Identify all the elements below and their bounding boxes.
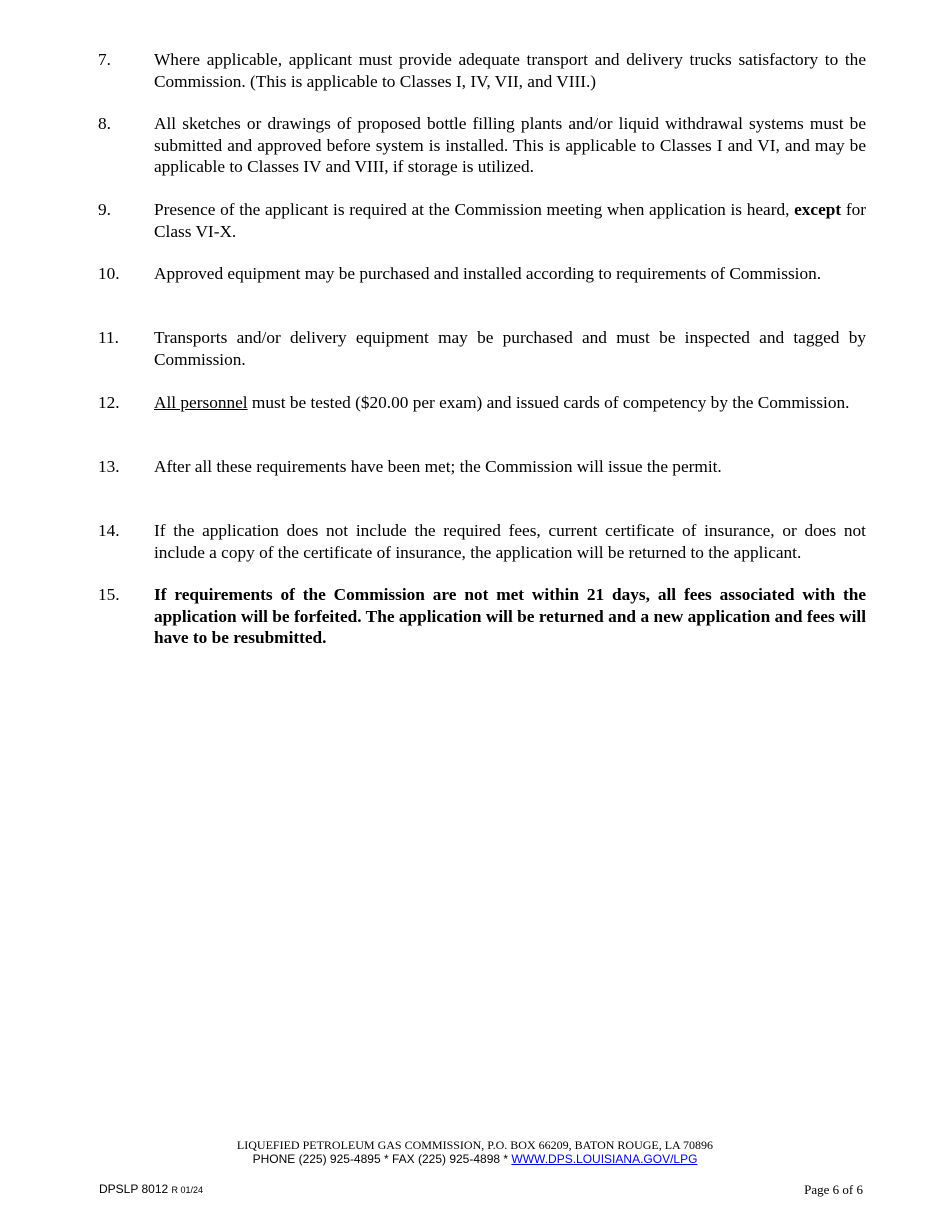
footer-address: LIQUEFIED PETROLEUM GAS COMMISSION, P.O. BOX 66209, BATON ROUGE, LA 70896: [236, 1138, 714, 1152]
item-number: 13.: [98, 457, 120, 476]
list-item: [98, 392, 866, 414]
form-id: DPSLP 8012 R 01/24: [99, 1182, 204, 1196]
item-number: 12.: [98, 393, 120, 412]
list-item: [98, 199, 866, 242]
list-item: [98, 263, 866, 285]
item-text: All personnel must be tested ($20.00 per exam) and issued cards of competency by the Commission.: [154, 393, 850, 412]
list-item: [98, 113, 866, 178]
item-text: Presence of the applicant is required at the Commission meeting when application is heard, except for Class VI-X.: [154, 200, 866, 241]
list-item: [98, 584, 866, 649]
page-number: Page 6 of 6: [804, 1182, 863, 1197]
item-number: 7.: [98, 50, 111, 69]
item-text: All sketches or drawings of proposed bottle filling plants and/or liquid withdrawal systems must be submitted and approved before system is installed. This is applicable to Classes I and VI, and may be applicable to Classes IV and VIII, if storage is utilized.: [154, 114, 866, 176]
list-item: [98, 456, 866, 478]
item-number: 9.: [98, 200, 111, 219]
item-text: If requirements of the Commission are not met within 21 days, all fees associated with the application will be forfeited. The application will be returned and a new application and fees will have to be resubmitted.: [154, 585, 866, 647]
item-text: Approved equipment may be purchased and installed according to requirements of Commission.: [154, 264, 822, 283]
item-text: Where applicable, applicant must provide adequate transport and delivery trucks satisfactory to the Commission. (This is applicable to Classes I, IV, VII, and VIII.): [154, 50, 866, 91]
item-text: If the application does not include the required fees, current certificate of insurance, or does not include a copy of the certificate of insurance, the application will be returned to the applicant.: [154, 521, 866, 562]
item-number: 11.: [98, 328, 119, 347]
item-number: 15.: [98, 585, 120, 604]
list-item: [98, 520, 866, 563]
revision: R 01/24: [171, 1185, 204, 1195]
item-number: 10.: [98, 264, 120, 283]
footer-contact: PHONE (225) 925-4895 * FAX (225) 925-4898 * WWW.DPS.LOUISIANA.GOV/LPG: [252, 1152, 698, 1166]
item-text: After all these requirements have been met; the Commission will issue the permit.: [154, 457, 722, 476]
emphasis-except: except: [794, 200, 842, 219]
list-item: [98, 327, 866, 370]
website-link[interactable]: WWW.DPS.LOUISIANA.GOV/LPG: [511, 1152, 698, 1166]
item-number: 8.: [98, 114, 111, 133]
list-item: [98, 49, 866, 92]
underlined-all-personnel: All personnel: [154, 393, 248, 412]
item-text: Transports and/or delivery equipment may be purchased and must be inspected and tagged by Commission.: [154, 328, 866, 369]
item-number: 14.: [98, 521, 120, 540]
